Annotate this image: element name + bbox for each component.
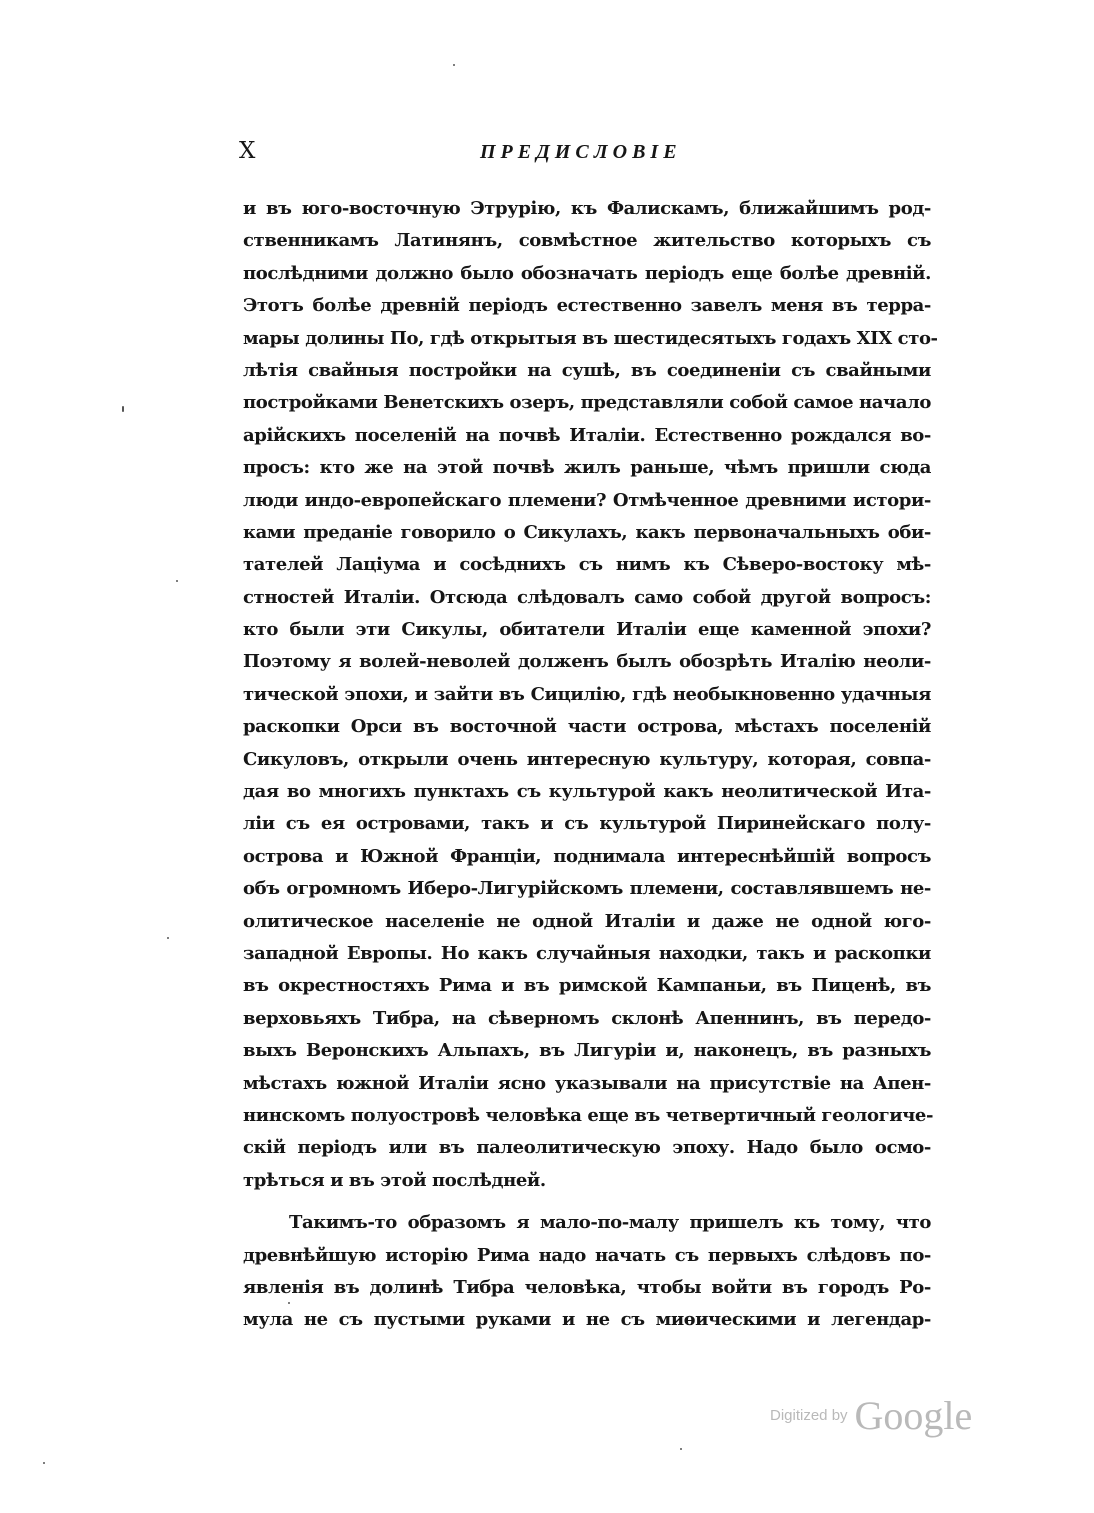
text-line: тателей Лаціума и сосѣднихъ съ нимъ къ Сѣверо-востоку мѣ- [243,554,931,576]
text-line: явленія въ долинѣ Тибра человѣка, чтобы войти въ городъ Ро- [243,1276,931,1298]
text-line: мары долины По, гдѣ открытыя въ шестидесятыхъ годахъ XIX сто- [243,327,938,349]
text-line: постройками Венетскихъ озеръ, представляли собой самое начало [243,392,931,414]
text-line: Этотъ болѣе древній періодъ естественно завелъ меня въ терра- [243,295,931,317]
scan-speck [680,1448,682,1450]
text-line: Такимъ-то образомъ я мало-по-малу пришелъ къ тому, что [289,1212,931,1234]
text-line: острова и Южной Франціи, поднимала интереснѣйшій вопросъ [243,845,931,867]
text-line: объ огромномъ Иберо-Лигурійскомъ племени, составлявшемъ не- [243,878,931,900]
text-line: выхъ Веронскихъ Альпахъ, въ Лигуріи и, наконецъ, въ разныхъ [243,1040,931,1062]
scan-speck [453,64,455,66]
watermark-prefix: Digitized by [770,1407,848,1424]
paragraph [243,193,938,1197]
text-line: ственникамъ Латинянъ, совмѣстное жительство которыхъ съ [243,230,931,252]
google-logo: Google [854,1393,973,1438]
text-line: арійскихъ поселеній на почвѣ Италіи. Естественно рождался во- [243,424,931,446]
text-line: олитическое населеніе не одной Италіи и даже не одной юго- [243,910,931,932]
text-line: ліи съ ея островами, такъ и съ культурой Пиринейскаго полу- [243,813,931,835]
scan-speck [122,406,124,412]
text-line: верховьяхъ Тибра, на сѣверномъ склонѣ Апеннинъ, въ передо- [243,1007,931,1029]
text-line: раскопки Орси въ восточной части острова, мѣстахъ поселеній [243,716,931,738]
text-line: мѣстахъ южной Италіи ясно указывали на присутствіе на Апен- [243,1072,931,1094]
text-line: стностей Италіи. Отсюда слѣдовалъ само собой другой вопросъ: [243,586,931,608]
text-line: послѣдними должно было обозначать періодъ еще болѣе древній. [243,262,931,284]
text-line: нинскомъ полуостровѣ человѣка еще въ четвертичный геологиче- [243,1104,934,1126]
text-line: и въ юго-восточную Этрурію, къ Фалискамъ, ближайшимъ род- [243,198,931,219]
paragraph [243,1207,931,1337]
text-line: мула не съ пустыми руками и не съ миѳическими и легендар- [243,1309,931,1331]
digitized-by-google-watermark [770,1392,972,1439]
text-line: люди индо-европейскаго племени? Отмѣченное древними истори- [243,489,931,511]
text-line: Сикуловъ, открыли очень интересную культуру, которая, совпа- [243,748,931,770]
text-line: тической эпохи, и зайти въ Сицилію, гдѣ необыкновенно удачныя [243,683,931,705]
text-line: скій періодъ или въ палеолитическую эпоху. Надо было осмо- [243,1137,931,1159]
text-line: западной Европы. Но какъ случайныя находки, такъ и раскопки [243,942,931,964]
text-line: кто были эти Сикулы, обитатели Италіи еще каменной эпохи? [243,619,931,641]
text-line: въ окрестностяхъ Рима и въ римской Кампаньи, въ Пиценѣ, въ [243,975,931,997]
scan-speck [288,1302,290,1304]
text-line: Поэтому я волей-неволей долженъ былъ обозрѣть Италію неоли- [243,651,931,673]
scan-speck [43,1462,45,1464]
body-text [243,193,938,1337]
text-line: древнѣйшую исторію Рима надо начать съ первыхъ слѣдовъ по- [243,1244,931,1266]
running-head: ПРЕДИСЛОВІЕ [480,141,682,163]
page-number: X [239,138,256,164]
scan-speck [167,937,169,939]
text-line: просъ: кто же на этой почвѣ жилъ раньше, чѣмъ пришли сюда [243,457,931,479]
text-line: ками преданіе говорило о Сикулахъ, какъ первоначальныхъ оби- [243,521,931,543]
text-line: трѣться и въ этой послѣдней. [243,1169,546,1191]
scan-speck [176,580,178,582]
text-line: дая во многихъ пунктахъ съ культурой какъ неолитической Ита- [243,781,931,803]
text-line: лѣтія свайныя постройки на сушѣ, въ соединеніи съ свайными [243,359,931,381]
